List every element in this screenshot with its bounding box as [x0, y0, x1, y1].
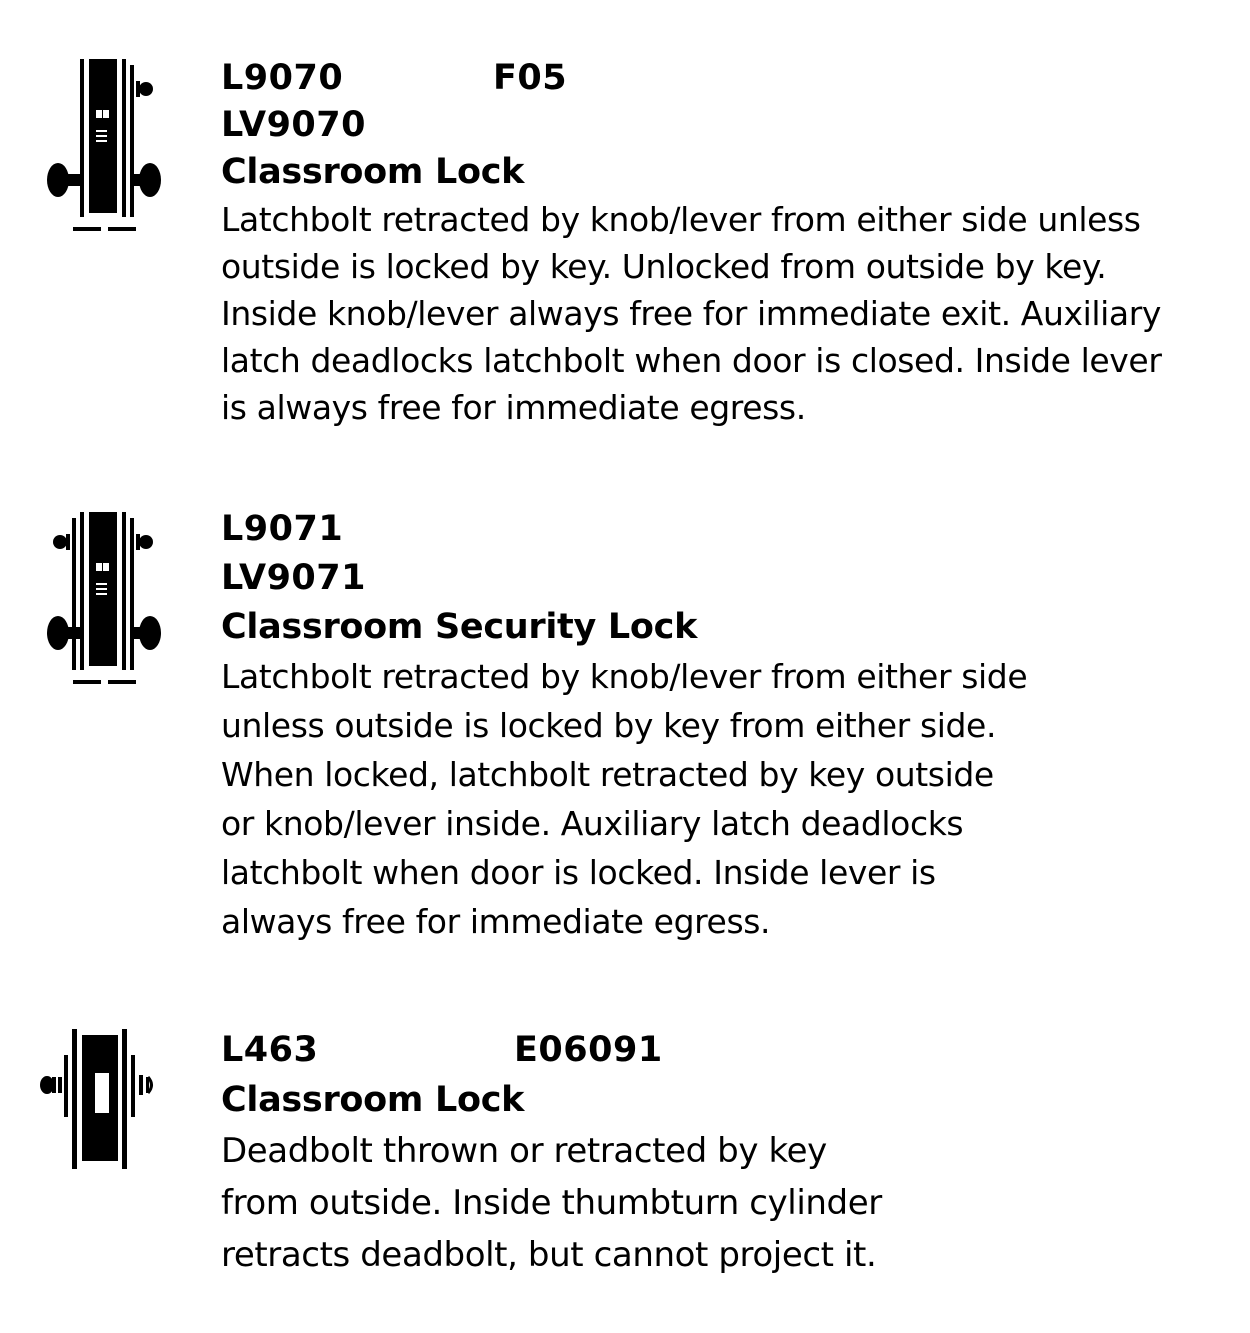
model-code: L9070	[221, 58, 344, 98]
code-row	[221, 554, 1241, 603]
description-line: latch deadlocks latchbolt when door is closed. Inside lever	[221, 341, 1162, 380]
description-line: from outside. Inside thumbturn cylinder	[221, 1183, 882, 1223]
finish-code: E06091	[514, 1030, 663, 1070]
description-line: always free for immediate egress.	[221, 902, 771, 941]
lock-name: Classroom Security Lock	[221, 607, 698, 647]
description-line: Latchbolt retracted by knob/lever from either side	[221, 657, 1028, 696]
finish-code: F05	[493, 58, 568, 98]
model-code: L9071	[221, 509, 344, 549]
description-line: unless outside is locked by key from either side.	[221, 706, 997, 745]
model-code: L463	[221, 1030, 319, 1070]
description-line: outside is locked by key. Unlocked from outside by key.	[221, 247, 1107, 286]
code-row	[221, 102, 1241, 149]
model-code: LV9071	[221, 558, 366, 598]
description-line: latchbolt when door is locked. Inside lever is	[221, 853, 936, 892]
lock-details	[221, 1025, 1241, 1281]
code-row	[221, 505, 1241, 554]
description-line: or knob/lever inside. Auxiliary latch deadlocks	[221, 804, 964, 843]
lock-name: Classroom Lock	[221, 1080, 525, 1120]
model-code: LV9070	[221, 105, 366, 145]
description-line: retracts deadbolt, but cannot project it.	[221, 1235, 877, 1275]
lock-description	[221, 196, 1241, 431]
lock-details	[221, 505, 1241, 946]
mortise-lock-double-cylinder-icon	[38, 508, 168, 688]
lock-details	[221, 55, 1241, 431]
mortise-lock-single-cylinder-icon	[38, 55, 168, 235]
description-line: Deadbolt thrown or retracted by key	[221, 1131, 827, 1171]
lock-description	[221, 1125, 1241, 1281]
code-row	[221, 55, 1241, 102]
deadbolt-cylinder-thumbturn-icon	[38, 1025, 168, 1205]
description-line: Inside knob/lever always free for immediate exit. Auxiliary	[221, 294, 1162, 333]
lock-description	[221, 652, 1241, 946]
code-row	[221, 1025, 1241, 1075]
description-line: is always free for immediate egress.	[221, 388, 806, 427]
description-line: When locked, latchbolt retracted by key outside	[221, 755, 994, 794]
description-line: Latchbolt retracted by knob/lever from either side unless	[221, 200, 1141, 239]
lock-name: Classroom Lock	[221, 152, 525, 192]
